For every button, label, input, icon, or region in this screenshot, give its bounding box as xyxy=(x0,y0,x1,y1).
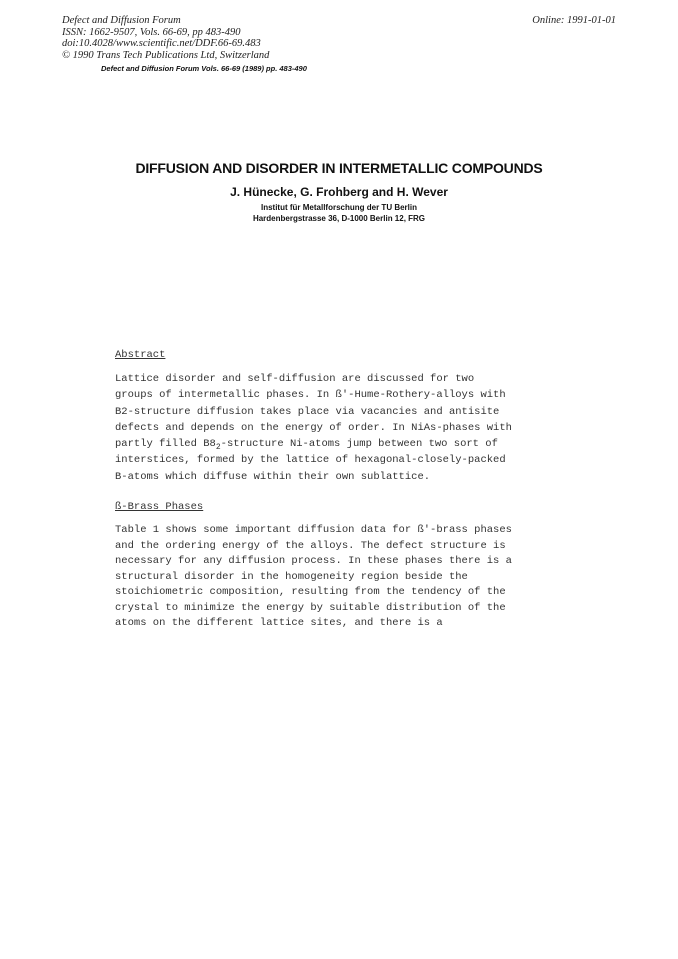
journal-name: Defect and Diffusion Forum xyxy=(62,15,181,26)
body-line: Table 1 shows some important diffusion data for ß'-brass phases xyxy=(115,524,512,536)
abstract-heading: Abstract xyxy=(115,349,166,361)
body-line: necessary for any diffusion process. In these phases there is a xyxy=(115,555,512,567)
issn-line: ISSN: 1662-9507, Vols. 66-69, pp 483-490 xyxy=(62,26,241,38)
paper-authors: J. Hünecke, G. Frohberg and H. Wever xyxy=(230,185,448,199)
abstract-line: B-atoms which diffuse within their own sublattice. xyxy=(115,470,431,483)
section-body xyxy=(115,523,575,632)
doi-line[interactable]: doi:10.4028/www.scientific.net/DDF.66-69.483 xyxy=(62,38,261,49)
running-head: Defect and Diffusion Forum Vols. 66-69 (1989) pp. 483-490 xyxy=(101,64,307,73)
affiliation-line-1: Institut für Metallforschung der TU Berlin xyxy=(260,203,417,212)
subscript: 2 xyxy=(215,443,221,453)
abstract-line: B2-structure diffusion takes place via vacancies and antisite xyxy=(115,405,500,418)
abstract-line-part: -structure Ni-atoms jump between two sort of xyxy=(220,438,498,451)
abstract-line xyxy=(115,436,575,452)
body-line: stoichiometric composition, resulting from the tendency of the xyxy=(115,586,506,598)
abstract-line: defects and depends on the energy of order. In NiAs-phases with xyxy=(115,421,512,434)
copyright-line: © 1990 Trans Tech Publications Ltd, Switzerland xyxy=(62,49,270,61)
abstract-body xyxy=(115,371,575,485)
abstract-line-part: partly filled B8 xyxy=(115,438,216,451)
section-heading: ß-Brass Phases xyxy=(115,501,204,513)
publication-meta xyxy=(62,15,269,61)
body-line: and the ordering energy of the alloys. The defect structure is xyxy=(115,539,506,552)
online-date: Online: 1991-01-01 xyxy=(532,15,616,26)
paper-title: DIFFUSION AND DISORDER IN INTERMETALLIC COMPOUNDS xyxy=(135,160,543,176)
affiliation-line-2: Hardenbergstrasse 36, D-1000 Berlin 12, FRG xyxy=(252,214,426,223)
body-line: atoms on the different lattice sites, and there is a xyxy=(115,617,443,629)
body-line: crystal to minimize the energy by suitable distribution of the xyxy=(115,601,506,614)
abstract-line: Lattice disorder and self-diffusion are discussed for two xyxy=(115,373,475,385)
abstract-line: interstices, formed by the lattice of hexagonal-closely-packed xyxy=(115,454,506,467)
abstract-line: groups of intermetallic phases. In ß'-Hume-Rothery-alloys with xyxy=(115,389,506,402)
body-line: structural disorder in the homogeneity region beside the xyxy=(115,570,468,583)
